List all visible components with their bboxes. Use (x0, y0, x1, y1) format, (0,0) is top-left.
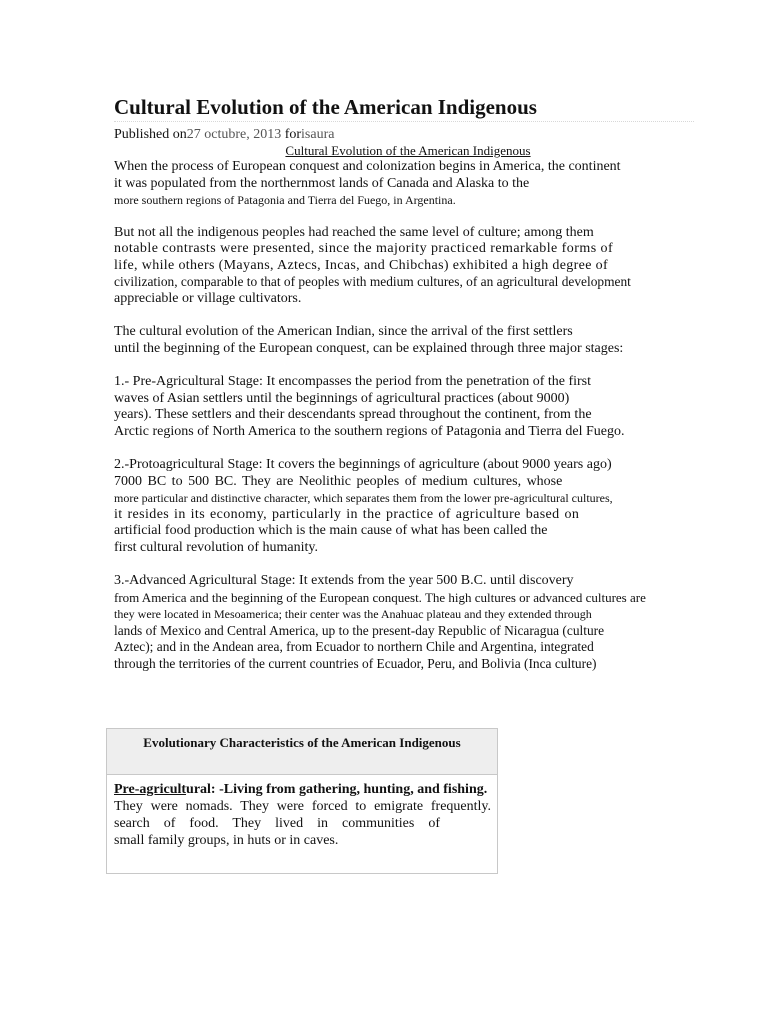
text-line: 3.-Advanced Agricultural Stage: It extends from the year 500 B.C. until discovery (114, 573, 574, 588)
text-line: first cultural revolution of humanity. (114, 539, 318, 555)
paragraph-stage-2 (114, 457, 694, 556)
article-meta (114, 126, 694, 143)
characteristics-table (106, 728, 498, 874)
table-text-line: small family groups, in huts or in caves. (114, 833, 339, 848)
text-line: artificial food production which is the main cause of what has been called the (114, 523, 548, 538)
text-line: 2.-Protoagricultural Stage: It covers the beginnings of agriculture (about 9000 years ago) (114, 457, 612, 472)
publish-date-link[interactable]: 27 octubre, 2013 (186, 127, 282, 142)
article (114, 95, 694, 672)
published-label: Published on (114, 127, 187, 142)
text-line: Aztec); and in the Andean area, from Ecuador to northern Chile and Argentina, integrated (114, 639, 594, 654)
pre-agricultural-rest: ural: -Living from gathering, hunting, and fishing. (186, 782, 488, 797)
text-line: lands of Mexico and Central America, up to the present-day Republic of Nicaragua (culture (114, 622, 605, 638)
text-line: they were located in Mesoamerica; their center was the Anahuac plateau and they extended through (114, 607, 592, 621)
text-line: life, while others (Mayans, Aztecs, Incas, and Chibchas) exhibited a high degree of (114, 257, 609, 273)
article-title: Cultural Evolution of the American Indigenous (114, 95, 694, 122)
text-line: 7000 BC to 500 BC. They are Neolithic peoples of medium cultures, whose (114, 473, 563, 489)
table-header: Evolutionary Characteristics of the American Indigenous (107, 729, 497, 775)
paragraph-stages-intro (114, 324, 694, 357)
text-line: appreciable or village cultivators. (114, 290, 302, 306)
article-subtitle: Cultural Evolution of the American Indigenous (285, 143, 531, 158)
pre-agricultural-underlined: Pre-agricult (114, 782, 187, 797)
paragraph-intro (114, 159, 694, 209)
table-text-line: They were nomads. They were forced to emigrate frequently. (114, 799, 491, 814)
text-line: from America and the beginning of the European conquest. The high cultures or advanced cultures are (114, 589, 646, 605)
text-line: it was populated from the northernmost lands of Canada and Alaska to the (114, 175, 530, 191)
table-text-line: search of food. They lived in communities of (114, 816, 440, 831)
text-line: through the territories of the current countries of Ecuador, Peru, and Bolivia (Inca culture) (114, 655, 597, 671)
text-line: The cultural evolution of the American Indian, since the arrival of the first settlers (114, 324, 573, 339)
text-line: Arctic regions of North America to the southern regions of Patagonia and Tierra del Fuego. (114, 423, 625, 439)
text-line: notable contrasts were presented, since the majority practiced remarkable forms of (114, 241, 614, 256)
table-cell (107, 775, 497, 849)
text-line: more particular and distinctive character, which separates them from the lower pre-agricultural cultures, (114, 491, 613, 505)
paragraph-levels (114, 225, 694, 308)
text-line: 1.- Pre-Agricultural Stage: It encompasses the period from the penetration of the first (114, 374, 592, 389)
text-line: years). These settlers and their descendants spread throughout the continent, from the (114, 407, 592, 422)
text-line: waves of Asian settlers until the beginnings of agricultural practices (about 9000) (114, 390, 570, 406)
paragraph-stage-3 (114, 573, 694, 672)
author-link[interactable]: isaura (301, 127, 335, 142)
pre-agricultural-heading (114, 781, 491, 798)
text-line: When the process of European conquest and colonization begins in America, the continent (114, 159, 621, 174)
text-line: But not all the indigenous peoples had reached the same level of culture; among them (114, 224, 594, 240)
paragraph-stage-1 (114, 374, 694, 440)
for-label: for (284, 127, 302, 142)
text-line: until the beginning of the European conquest, can be explained through three major stages: (114, 340, 624, 356)
text-line: civilization, comparable to that of peoples with medium cultures, of an agricultural development (114, 274, 631, 289)
text-line: more southern regions of Patagonia and Tierra del Fuego, in Argentina. (114, 193, 456, 207)
text-line: it resides in its economy, particularly in the practice of agriculture based on (114, 506, 580, 522)
